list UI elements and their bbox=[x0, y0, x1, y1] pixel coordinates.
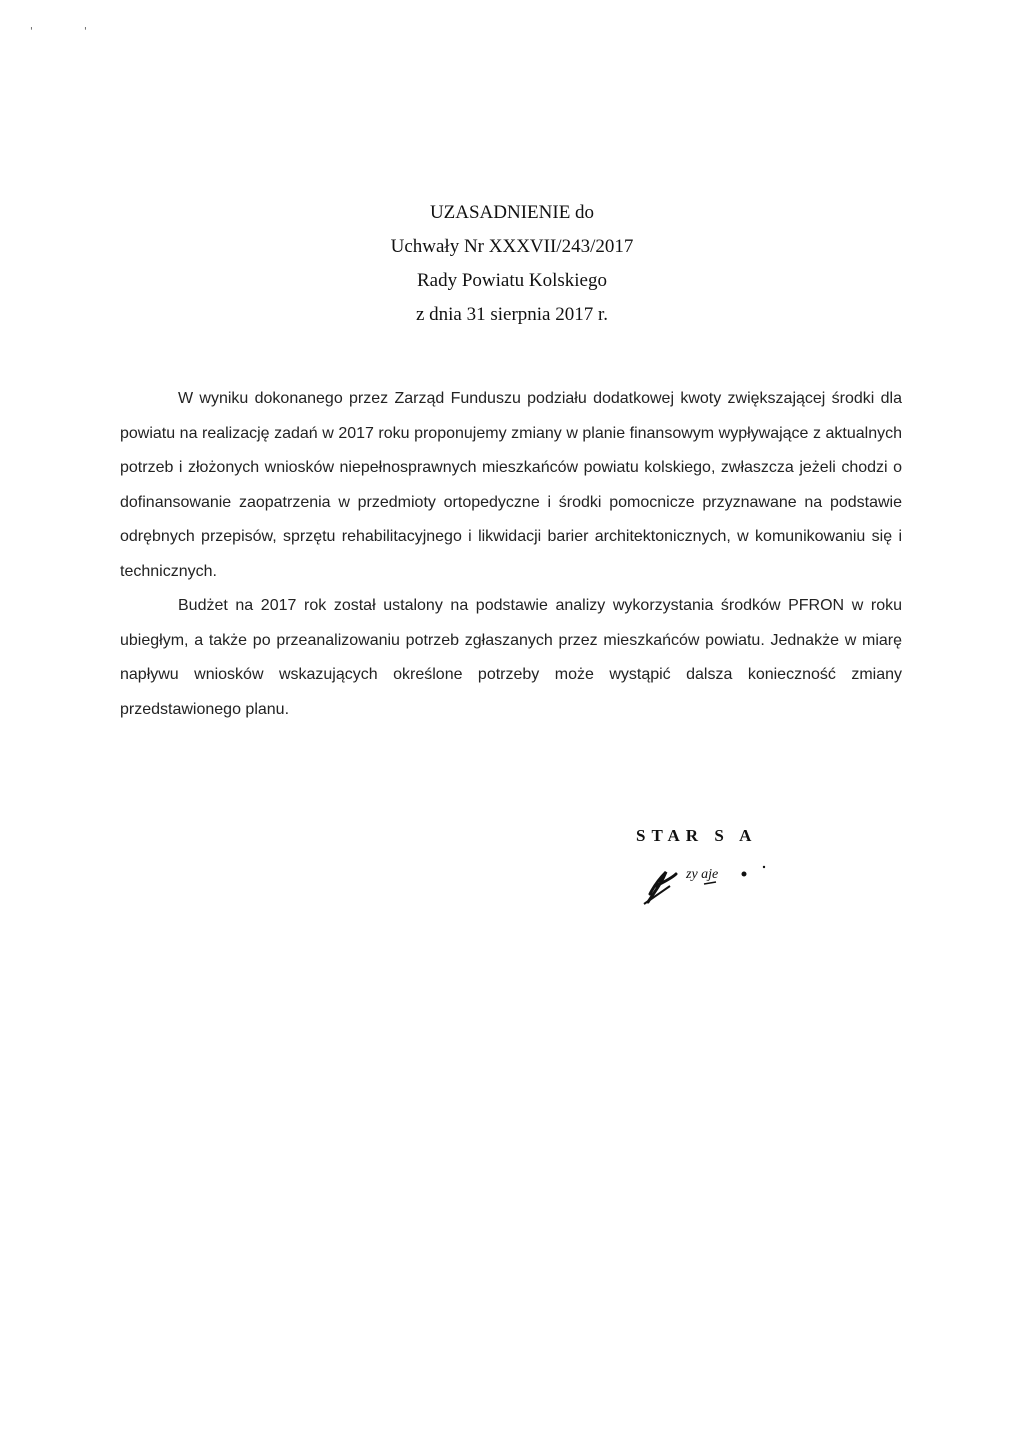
paragraph: W wyniku dokonanego przez Zarząd Funduszu podziału dodatkowej kwoty zwiększającej środki dla powiatu na realizację zadań w 2017 roku proponujemy zmiany w planie finansowym wypływające z aktualnych potrzeb i złożonych wniosków niepełnosprawnych mieszkańców powiatu kolskiego, zwłaszcza jeżeli chodzi o dofinansowanie zaopatrzenia w przedmioty ortopedyczne i środki pomocnicze przyznawane na podstawie odrębnych przepisów, sprzętu rehabilitacyjnego i likwidacji barier architektonicznych, w komunikowaniu się i technicznych. bbox=[120, 390, 902, 580]
signature-text: zy aje bbox=[686, 867, 719, 882]
heading-council: Rady Powiatu Kolskiego bbox=[417, 270, 607, 291]
heading-resolution-number: Uchwały Nr XXXVII/243/2017 bbox=[390, 236, 634, 257]
heading-title: UZASADNIENIE do bbox=[429, 202, 595, 223]
scan-mark: ' bbox=[84, 26, 87, 37]
heading-date: z dnia 31 sierpnia 2017 r. bbox=[415, 304, 609, 325]
paragraph: Budżet na 2017 rok został ustalony na podstawie analizy wykorzystania środków PFRON w roku ubiegłym, a także po przeanalizowaniu potrzeb zgłaszanych przez mieszkańców powiatu. Jednakże w miarę napływu wniosków wskazujących określone potrzeby może wystąpić dalsza konieczność zmiany przedstawionego planu. bbox=[120, 597, 902, 718]
scan-mark: ' bbox=[30, 26, 33, 37]
document-heading bbox=[0, 196, 1024, 332]
handwritten-signature bbox=[636, 856, 836, 906]
document-body bbox=[120, 382, 902, 727]
stamp-title: STAR S A bbox=[636, 826, 758, 845]
signature-stamp bbox=[636, 826, 856, 906]
